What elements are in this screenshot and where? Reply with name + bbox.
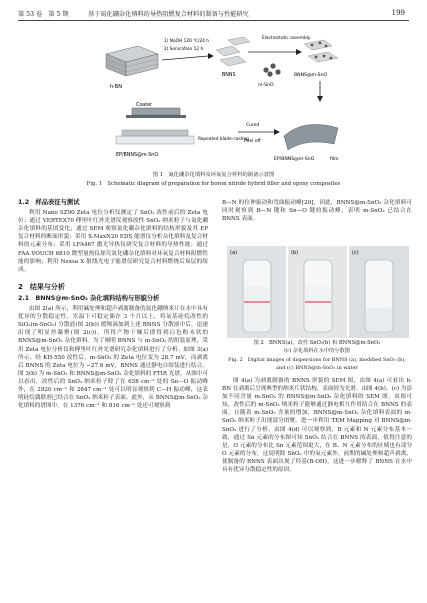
right-bottom-text: 图 4(a) 为剥离制备的 BNNS 形貌的 SEM 图，由图 4(a) 可看出 h-BN 在剥离后呈现典型的纳米片状结构，表面较为光滑。由图 4(b)、(c) 为添加不同含量 m-SnO₂ 的 BNNS@m-SnO₂ 杂化填料的 SEM 图，由图可知，改性后的 m-SnO₂ 纳米粒子能够通过静电相互作用结合在 BNNS 的表面，且随着 m-SnO₂ 含量的增加，BNNS@m-SnO₂ 杂化填料表面的 m-SnO₂ 纳米粒子出现部分团聚。进一步利用 TEM Mapping 对 BNNS@m-SnO₂ 进行了分析，由图 4(d) 可以观察到，B 元素和 N 元素分布基本一致，通过 Sn 元素的分布图可知 SnO₂ 结合在 BNNS 的表面，值得注意的是，O 元素的分布比 Sn 元素范围更大，在 B、N 元素分布的区域也有部分 O 元素的分布，这说明除 SnO₂ 中的氧元素外，前期的碱处理和超声剥离，使制备的 BNNS 表面出现了羟基(B-OH)，这进一步解释了 BNNS 在水中具有优异分散稳定性的原因。 [222, 378, 412, 474]
down-arrowhead [317, 96, 323, 102]
right-column-top [222, 199, 412, 223]
msno2-particles [263, 63, 280, 76]
figure-1-schematic [98, 26, 348, 166]
right-column-bottom [222, 377, 412, 474]
figure-2-photos [227, 246, 409, 338]
vial-a [243, 260, 271, 332]
header-rule [18, 20, 409, 21]
repeated-label: Repeated blade-casting [198, 137, 249, 142]
section-2-1-heading: 2.1 BNNS@m-SnO₂ 杂化填料结构与形貌分析 [18, 294, 160, 302]
figure-1-caption-cn: 图 1 氮化硼杂化填料及环氧复合材料的制备示意图 [152, 172, 275, 178]
right-top-text: B—N 的拉伸振动和弯曲振动峰[20]，因此，BNNS@m-SnO₂ 杂化填料可同时观察到 B—N 键和 Sn—O 键的振动峰，表明 m-SnO₂ 已结合在 BNNS 表面。 [222, 200, 412, 223]
vial-b [304, 260, 332, 332]
step-arrow [162, 56, 208, 60]
running-title: 基于氮化硼杂化填料的导热阻燃复合材料的制备与性能研究 [88, 11, 249, 18]
figure-2-caption-cn-2: (c) 杂化填料在水中的分散图 [284, 348, 350, 354]
section-2-heading: 2 结果与分析 [18, 282, 65, 291]
ep-left-label: EP/BNNS@m-SnO [116, 153, 159, 158]
hybrid-filler [304, 40, 338, 62]
panel-c-label: (c) [352, 250, 359, 256]
volume-issue: 第 53 卷 第 5 期 [18, 11, 69, 18]
coater-label: Coater [136, 103, 153, 108]
figure-2-caption-cn-1: 图 2 BNNS(a)、改性 SnO₂(b) 和 BNNS@m-SnO₂ [253, 340, 381, 346]
cured-arrowhead [274, 129, 280, 135]
msno2-label: m-SnO [258, 83, 274, 88]
assembly-arrowhead [296, 49, 302, 55]
section-1-2-text: 利用 Nano SZ90 Zeta 电位分析仪测定了 SnO₂ 改性前后的 Zeta 电位；通过 VERTEX70 傅里叶红外光谱仪观察改性 SnO₂ 纳米粒子与氮化硼杂化填料的基团变化；通过 SEM 观察氮化硼杂化填料的结构形貌及其 EP 复合材料的断面形貌；采用 X-MaxN20 EDS 能谱仪分析杂化填料及复合材料的元素分布；采用 LFA467 激光导热仪研究复合材料的导热性能；通过 FAA VOUCH 6810 微型量热仪探究氮化硼杂化填料对环氧复合材料阻燃性能的影响；利用 Nexsa X 射线光电子能谱仪研究复合材料燃烧后炭层的组成。 [18, 210, 208, 273]
cured-label: Cured [246, 123, 260, 128]
film-label: film [330, 157, 339, 162]
vial-c [365, 260, 393, 332]
bnns-label: BNNS [222, 73, 236, 78]
left-column [18, 199, 208, 410]
step2-label: 2) Sonication 12 h [164, 47, 204, 52]
composite-film [284, 124, 338, 150]
figure-2-caption-en-2: and (c) BNNS@m-SnO₂ in water [276, 365, 358, 371]
hbn-block [106, 46, 158, 76]
electrostatic-label: Electrostatic assembly [262, 36, 311, 41]
figure-1-caption-en: Fig. 1 Schematic diagram of preparation for boron nitride hybrid filler and epoxy composites [86, 181, 341, 187]
page-number: 199 [391, 9, 405, 17]
coater [116, 108, 194, 144]
peel-label: Peel off [244, 139, 261, 144]
hbn-label: h-BN [110, 84, 122, 90]
section-1-2-heading: 1.2 样品表征与测试 [18, 199, 80, 206]
section-2-1-text: 由图 2(a) 所示，利用碱处理和超声剥离制备的氮化硼纳米片在水中具有优异的分散稳定性，室温下可稳定储存 3 个月以上，将氧基硅烷改性的 SiO₂(m-SnO₂) 分散液(图 2(b)) 缓慢滴加到上述 BNNS 分散液中后，迅速出现了明显丝凝聚(图 2(c))。所得产物干燥后即得到白色粉末状的 BNNS@m-SnO₂ 杂化填料。为了阐明 BNNS 与 m-SnO₂ 的组装原理，采用 Zeta 电位分析仪和傅里叶红外光谱研究杂化填料进行了分析。如图 3(a) 所示，经 KH-550 改性后，m-SnO₂ 的 Zeta 电位变为 28.7 mV，而剥离后 BNNS 的 Zeta 电位为 −27.8 mV，BNNS 通过静电自组装进行结合。图 3(b) 为 m-SnO₂ 和 BNNS@m-SnO₂ 杂化填料的 FTIR 光谱，从图中可以看出，改性后的 SnO₂ 纳米粒子除了在 658 cm⁻¹ 处的 Sn—O 振动峰外，在 2920 cm⁻¹ 和 2847 cm⁻¹ 处可以明显观察到 C—H 振动峰，这表明硅烷偶联剂已结合在 SnO₂ 纳米粒子表面。此外，从 BNNS@m-SnO₂ 杂化填料的谱图中，在 1376 cm⁻¹ 和 816 cm⁻¹ 处还可观察到 [18, 306, 208, 410]
step1-label: 1) NaOH 120 ℃/24 h [164, 39, 209, 44]
bnns-sheets [216, 37, 250, 66]
step-arrowhead [208, 53, 214, 59]
panel-a-label: (a) [230, 250, 237, 256]
figure-2-caption-en-1: Fig. 2 Digital images of dispersions for BNNS (a), modified SnO₂ (b), [228, 357, 406, 363]
ep-right-label: EP/BNNS@m-SnO [274, 157, 315, 162]
panel-b-label: (b) [291, 250, 299, 256]
hybrid-label: BNNS@m-SnO [294, 73, 328, 78]
